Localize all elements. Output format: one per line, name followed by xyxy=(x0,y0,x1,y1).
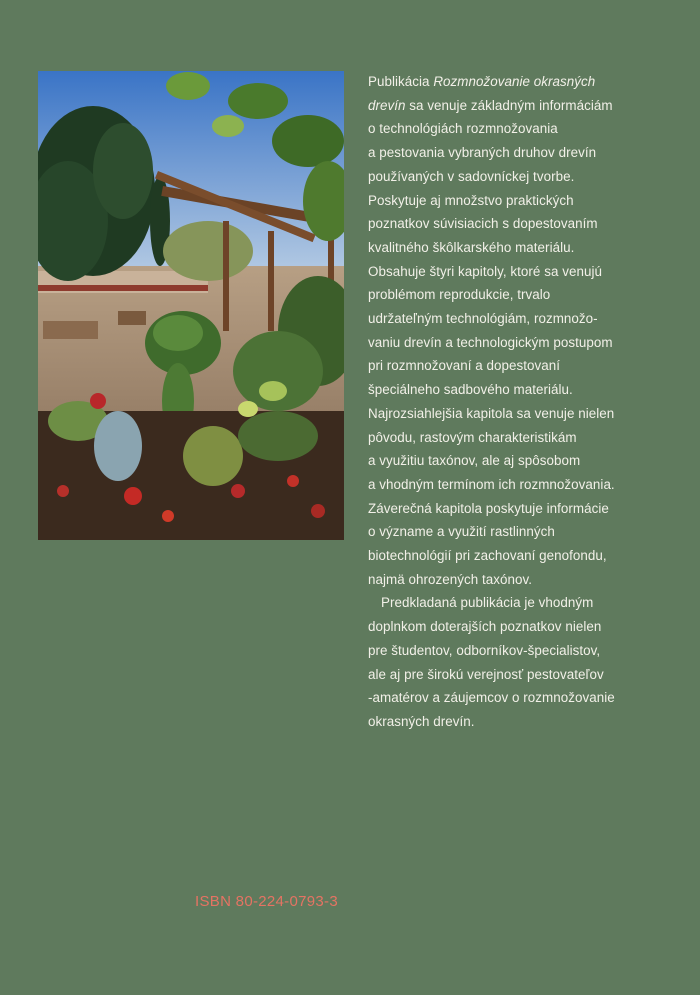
description-line: používaných v sadovníckej tvorbe. xyxy=(368,168,575,184)
description-line: udržateľným technológiám, rozmnožo- xyxy=(368,311,598,327)
description-line: Predkladaná publikácia je vhodným xyxy=(381,595,594,611)
description-line xyxy=(368,94,680,118)
description-line: a pestovania vybraných druhov drevín xyxy=(368,145,597,161)
description-line: kvalitného škôlkarského materiálu. xyxy=(368,239,575,255)
description-line: pri rozmnožovaní a dopestovaní xyxy=(368,358,561,374)
description-line-text: Publikácia xyxy=(368,74,434,89)
description-line: Obsahuje štyri kapitoly, ktoré sa venujú xyxy=(368,263,602,279)
isbn-number: ISBN 80-224-0793-3 xyxy=(195,893,338,910)
book-title-text: Rozmnožovanie okrasných xyxy=(433,74,596,89)
garden-photo-illustration xyxy=(38,71,344,540)
description-line: Poskytuje aj množstvo praktických xyxy=(368,192,574,208)
description-line: pre študentov, odborníkov-špecialistov, xyxy=(368,642,601,658)
description-line xyxy=(368,70,680,94)
description-line: o význame a využití rastlinných xyxy=(368,524,555,540)
description-text xyxy=(368,70,680,734)
book-title-text: drevín xyxy=(368,97,406,113)
description-line: Najrozsiahlejšia kapitola sa venuje nielen xyxy=(368,405,615,421)
description-line: poznatkov súvisiacich s dopestovaním xyxy=(368,216,598,232)
description-line: biotechnológií pri zachovaní genofondu, xyxy=(368,548,607,564)
description-line: ale aj pre širokú verejnosť pestovateľov xyxy=(368,666,604,682)
description-line: okrasných drevín. xyxy=(368,713,475,729)
description-line: a vhodným termínom ich rozmnožovania. xyxy=(368,476,615,492)
description-line: vaniu drevín a technologickým postupom xyxy=(368,334,613,350)
description-line: problémom reprodukcie, trvalo xyxy=(368,287,551,303)
description-line: špeciálneho sadbového materiálu. xyxy=(368,382,573,398)
description-line: doplnkom doterajších poznatkov nielen xyxy=(368,619,602,635)
description-line: a využitiu taxónov, ale aj spôsobom xyxy=(368,453,581,469)
description-line: najmä ohrozených taxónov. xyxy=(368,571,533,587)
garden-photo xyxy=(38,71,344,540)
description-line: Záverečná kapitola poskytuje informácie xyxy=(368,500,609,516)
description-line-text: sa venuje základným informáciám xyxy=(405,97,613,113)
description-line: -amatérov a záujemcov o rozmnožovanie xyxy=(368,690,615,706)
description-line: pôvodu, rastovým charakteristikám xyxy=(368,429,577,445)
description-line: o technológiách rozmnožovania xyxy=(368,121,558,137)
